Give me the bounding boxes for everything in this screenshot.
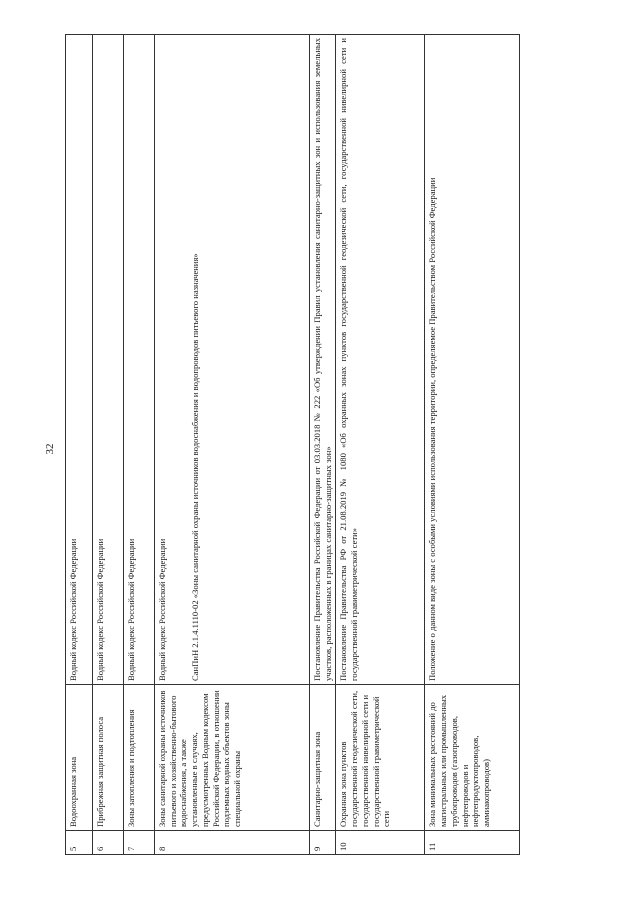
zone-name: Зона минимальных расстояний до магистральных или промышленных трубопроводов (газопроводов, нефтепроводов и нефтепродуктопроводов, аммиакопроводов) [425,685,520,831]
table-row [93,35,124,855]
zone-name: Зоны затопления и подтопления [124,685,155,831]
row-number: 11 [425,831,520,855]
document-reference: Водный кодекс Российской Федерации [126,538,136,681]
document-reference: Положение о данном виде зоны с особыми условиями использования территории, определяемое Правительством Российской Федерации [427,177,438,681]
legal-basis [124,35,155,685]
row-number: 7 [124,831,155,855]
zones-table [65,34,520,855]
zone-name: Прибрежная защитная полоса [93,685,124,831]
table-row [66,35,93,855]
table-row [155,35,310,855]
document-reference: Водный кодекс Российской Федерации [157,538,167,681]
table-rotation-frame [65,35,520,855]
table-row [310,35,336,855]
table-row [336,35,425,855]
zone-name: Охранная зона пунктов государственной геодезической сети, государственной нивелирной сети и государственной гравиметрической сети [336,685,425,831]
row-number: 5 [66,831,93,855]
legal-basis [66,35,93,685]
zone-name: Водоохранная зона [66,685,93,831]
legal-basis [336,35,425,685]
table-row [124,35,155,855]
row-number: 9 [310,831,336,855]
document-reference: Водный кодекс Российской Федерации [68,538,78,681]
row-number: 8 [155,831,310,855]
zone-name: Зоны санитарной охраны источников питьевого и хозяйственно-бытового водоснабжения, а также установленные в случаях, предусмотренных Водным кодексом Российской Федерации, в отношении подземных водных объектов зоны специальной охраны [155,685,310,831]
document-reference: Постановление Правительства РФ от 21.08.2019 № 1080 «Об охранных зонах пунктов государственной геодезической сети, государственной нивелирной сети и государственной гравиметрической сети» [338,38,360,681]
zone-name: Санитарно-защитная зона [310,685,336,831]
document-reference: Водный кодекс Российской Федерации [95,538,105,681]
table-landscape-container [65,35,520,855]
page-number: 32 [44,443,56,455]
document-reference: СанПиН 2.1.4.1110-02 «Зоны санитарной охраны источников водоснабжения и водопроводов питьевого назначения» [189,253,200,681]
row-number: 10 [336,831,425,855]
legal-basis [93,35,124,685]
legal-basis [310,35,336,685]
legal-basis [155,35,310,685]
table-row [425,35,520,855]
legal-basis [425,35,520,685]
document-reference: Постановление Правительства Российской Федерации от 03.03.2018 № 222 «Об утверждении Правил установления санитарно-защитных зон и использования земельных участков, расположенных в границах санитарно-защитных зон» [312,38,333,681]
row-number: 6 [93,831,124,855]
